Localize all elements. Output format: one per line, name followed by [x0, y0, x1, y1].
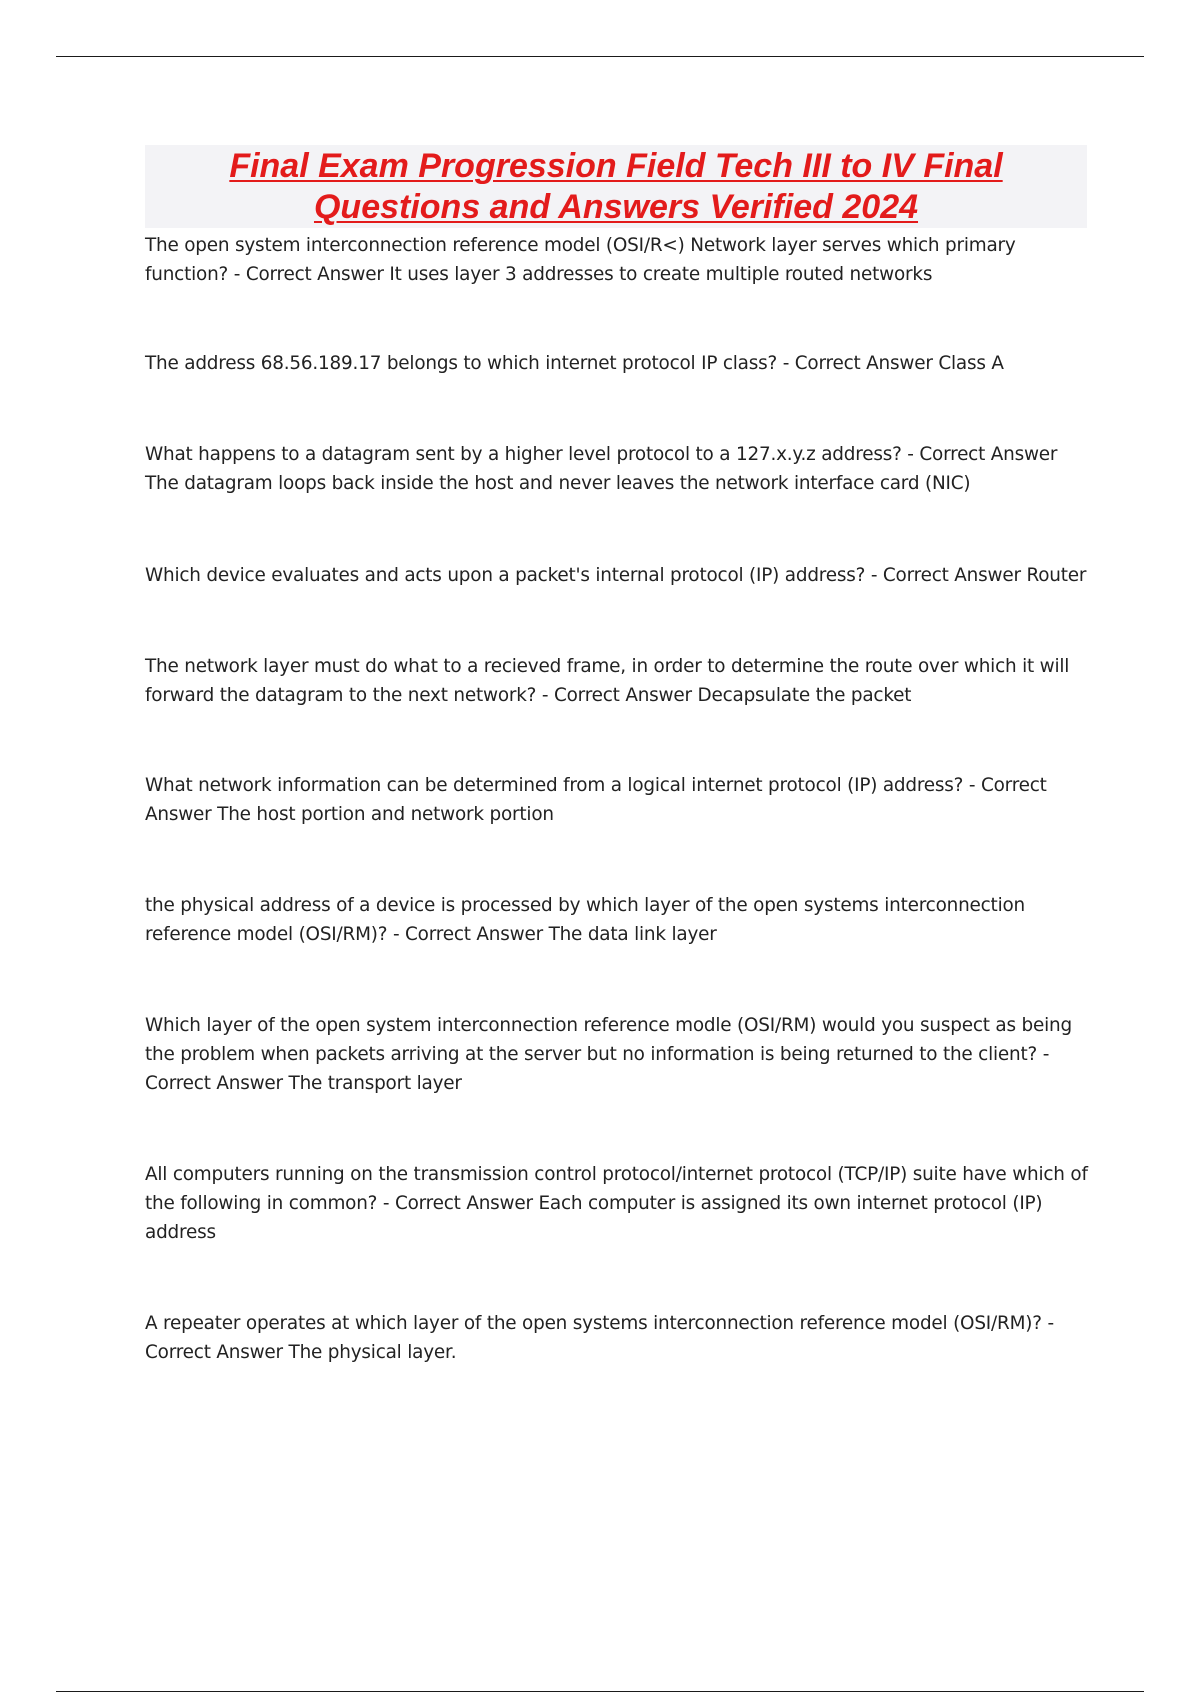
- qa-item-6: What network information can be determined from a logical internet protocol (IP) address? - Correct Answer The host portion and network portion: [145, 775, 1047, 825]
- qa-item-5: The network layer must do what to a recieved frame, in order to determine the route over which it will forward the datagram to the next network? - Correct Answer Decapsulate the packet: [145, 656, 1070, 706]
- qa-item-8: Which layer of the open system interconnection reference modle (OSI/RM) would you suspect as being the problem when packets arriving at the server but no information is being returned to the client? - Correct Answer The transport layer: [145, 1015, 1072, 1094]
- qa-item-4: Which device evaluates and acts upon a packet's internal protocol (IP) address? - Correct Answer Router: [145, 565, 1087, 586]
- qa-item-2: The address 68.56.189.17 belongs to which internet protocol IP class? - Correct Answer Class A: [145, 353, 1004, 374]
- qa-item-10: A repeater operates at which layer of the open systems interconnection reference model (OSI/RM)? - Correct Answer The physical layer.: [145, 1313, 1054, 1363]
- qa-item-3: What happens to a datagram sent by a higher level protocol to a 127.x.y.z address? - Correct Answer The datagram loops back inside the host and never leaves the network interface card (NIC): [145, 444, 1058, 494]
- document-title: [145, 145, 1087, 228]
- bottom-rule: [56, 1691, 1144, 1692]
- top-rule: [56, 56, 1144, 57]
- title-line-2: Questions and Answers Verified 2024: [313, 188, 919, 226]
- qa-item-1: The open system interconnection reference model (OSI/R<) Network layer serves which primary function? - Correct Answer It uses layer 3 addresses to create multiple routed networks: [145, 235, 1016, 285]
- qa-item-9: All computers running on the transmission control protocol/internet protocol (TCP/IP) suite have which of the following in common? - Correct Answer Each computer is assigned its own internet protocol (IP) address: [145, 1164, 1088, 1243]
- qa-item-7: the physical address of a device is processed by which layer of the open systems interconnection reference model (OSI/RM)? - Correct Answer The data link layer: [145, 895, 1025, 945]
- title-line-1: Final Exam Progression Field Tech III to IV Final: [229, 147, 1003, 185]
